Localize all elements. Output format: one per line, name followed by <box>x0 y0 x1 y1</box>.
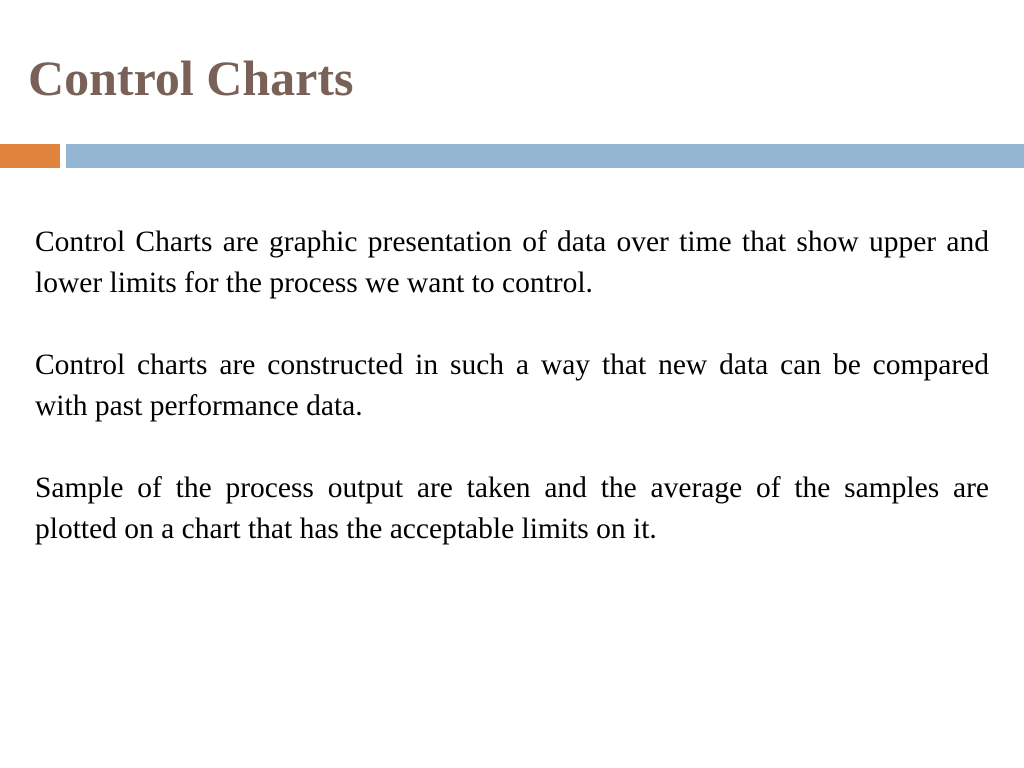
paragraph-definition: Control Charts are graphic presentation of data over time that show upper and lower limits for the process we want to control. <box>35 226 989 299</box>
paragraph-sampling: Sample of the process output are taken and the average of the samples are plotted on a chart that has the acceptable limits on it. <box>35 472 989 545</box>
slide-body <box>35 222 989 591</box>
title-accent-bar-blue <box>66 144 1024 168</box>
title-accent-bar-orange <box>0 144 60 168</box>
slide-title: Control Charts <box>28 50 354 106</box>
paragraph-construction: Control charts are constructed in such a way that new data can be compared with past performance data. <box>35 349 989 422</box>
